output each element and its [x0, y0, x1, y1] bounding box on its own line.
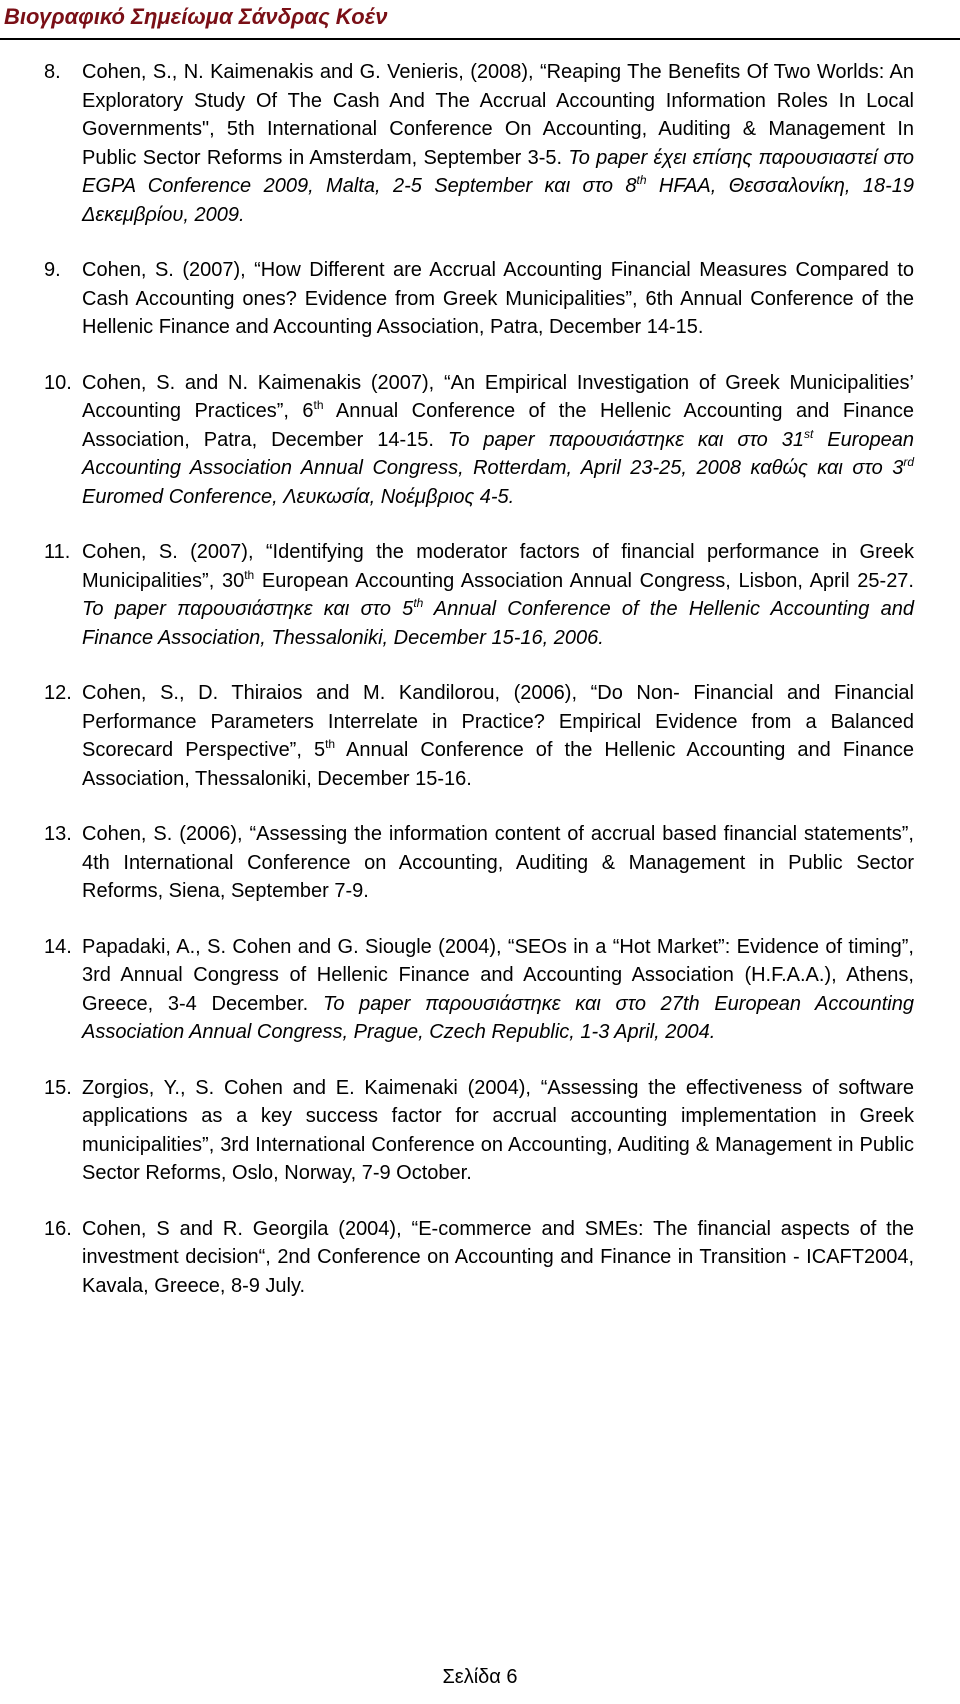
- citation-text: Cohen, S., D. Thiraios and M. Kandilorou, (2006), “Do Non- Financial and Financial Performance Parameters Interrelate in Practice? Empirical Evidence from a Balanced Scorecard Perspective”, 5: [82, 682, 914, 761]
- publication-entry: [44, 538, 914, 652]
- entry-number: 16.: [44, 1217, 72, 1240]
- ordinal-superscript: th: [636, 173, 647, 187]
- citation-text: Το paper παρουσιάστηκε και στο 27th European Accounting Association Annual Congress, Prague, Czech Republic, 1-3 April, 2004.: [82, 992, 914, 1043]
- publication-entry: [44, 58, 914, 229]
- entry-citation: [82, 58, 914, 229]
- header-divider: [0, 38, 960, 40]
- ordinal-superscript: th: [325, 737, 336, 751]
- publication-entry: [44, 820, 914, 906]
- entry-citation: [82, 256, 914, 342]
- entry-number: 9.: [44, 259, 61, 281]
- ordinal-superscript: th: [413, 596, 424, 610]
- citation-text: Cohen, S. and N. Kaimenakis (2007), “An Empirical Investigation of Greek Municipalities’ Accounting Practices”, 6: [82, 371, 914, 422]
- entry-citation: [82, 538, 914, 652]
- publication-entry: [44, 369, 914, 512]
- ordinal-superscript: th: [313, 398, 324, 412]
- entry-number: 10.: [44, 371, 72, 394]
- citation-text: HFAA, Θεσσαλονίκη, 18-19 Δεκεμβρίου, 2009.: [82, 175, 914, 226]
- citation-text: Annual Conference of the Hellenic Accounting and Finance Association, Thessaloniki, December 15-16.: [82, 739, 914, 790]
- page-header: [0, 0, 960, 44]
- entry-number: 11.: [44, 541, 71, 563]
- ordinal-superscript: rd: [903, 455, 914, 469]
- ordinal-superscript: th: [244, 567, 255, 582]
- entry-citation: [82, 820, 914, 906]
- ordinal-superscript: st: [803, 426, 814, 441]
- entry-number: 15.: [44, 1076, 72, 1099]
- entry-number: 12.: [44, 682, 72, 704]
- publication-list: [44, 58, 914, 1327]
- citation-text: Cohen, S. (2006), “Assessing the information content of accrual based financial statements”, 4th International Conference on Accounting, Auditing & Management in Public Sector Reforms, Siena, September 7-9.: [82, 823, 914, 902]
- entry-citation: [82, 679, 914, 793]
- entry-citation: [82, 1215, 914, 1301]
- publication-entry: [44, 1074, 914, 1188]
- citation-text: Annual Conference of the Hellenic Accounting and Finance Association, Patra, December 14-15.: [82, 400, 914, 451]
- publication-entry: [44, 933, 914, 1047]
- citation-text: Cohen, S. (2007), “Identifying the moderator factors of financial performance in Greek Municipalities”, 30: [82, 541, 914, 592]
- citation-text: Το paper παρουσιάστηκε και στο 31: [447, 428, 804, 451]
- citation-text: Cohen, S., N. Kaimenakis and G. Venieris, (2008), “Reaping The Benefits Of Two Worlds: An Exploratory Study Of The Cash And The Accrual Accounting Information Roles In Local Governments", 5th International Conference On Accounting, Auditing & Management In Public Sector Reforms in Amsterdam, September 3-5.: [82, 61, 914, 169]
- citation-text: Το paper παρουσιάστηκε και στο 5: [82, 598, 414, 620]
- publication-entry: [44, 1215, 914, 1301]
- entry-number: 13.: [44, 823, 72, 845]
- publication-entry: [44, 256, 914, 342]
- entry-number: 8.: [44, 61, 61, 83]
- citation-text: European Accounting Association Annual Congress, Lisbon, April 25-27.: [254, 569, 914, 592]
- entry-citation: [82, 933, 914, 1047]
- entry-number: 14.: [44, 935, 72, 958]
- citation-text: Papadaki, A., S. Cohen and G. Siougle (2004), “SEOs in a “Hot Market”: Evidence of timing”, 3rd Annual Congress of Hellenic Finance and Accounting Association (H.F.A.A.), Athens, Greece, 3-4 December.: [82, 935, 914, 1015]
- citation-text: European Accounting Association Annual Congress, Rotterdam, April 23-25, 2008 καθώς και στο 3: [82, 428, 914, 479]
- citation-text: Annual Conference of the Hellenic Accounting and Finance Association, Thessaloniki, December 15-16, 2006.: [82, 598, 914, 649]
- document-title: Βιογραφικό Σημείωμα Σάνδρας Κοέν: [4, 4, 388, 29]
- page-number: Σελίδα 6: [442, 1666, 518, 1688]
- publication-entry: [44, 679, 914, 793]
- citation-text: Cohen, S. (2007), “How Different are Accrual Accounting Financial Measures Compared to Cash Accounting ones? Evidence from Greek Municipalities”, 6th Annual Conference of the Hellenic Finance and Accounting Association, Patra, December 14-15.: [82, 259, 914, 338]
- citation-text: Cohen, S and R. Georgila (2004), “E-commerce and SMEs: The financial aspects of the investment decision“, 2nd Conference on Accounting and Finance in Transition - ICAFT2004, Kavala, Greece, 8-9 July.: [82, 1217, 914, 1297]
- citation-text: Euromed Conference, Λευκωσία, Νοέμβριος 4-5.: [82, 485, 515, 508]
- citation-text: Το paper έχει επίσης παρουσιαστεί στο EGPA Conference 2009, Malta, 2-5 September και στο 8: [82, 146, 914, 197]
- entry-citation: [82, 369, 914, 512]
- citation-text: Zorgios, Y., S. Cohen and E. Kaimenaki (2004), “Assessing the effectiveness of software applications as a key success factor for accrual accounting implementation in Greek municipalities”, 3rd International Conference on Accounting, Auditing & Management in Public Sector Reforms, Oslo, Norway, 7-9 October.: [82, 1076, 914, 1184]
- entry-citation: [82, 1074, 914, 1188]
